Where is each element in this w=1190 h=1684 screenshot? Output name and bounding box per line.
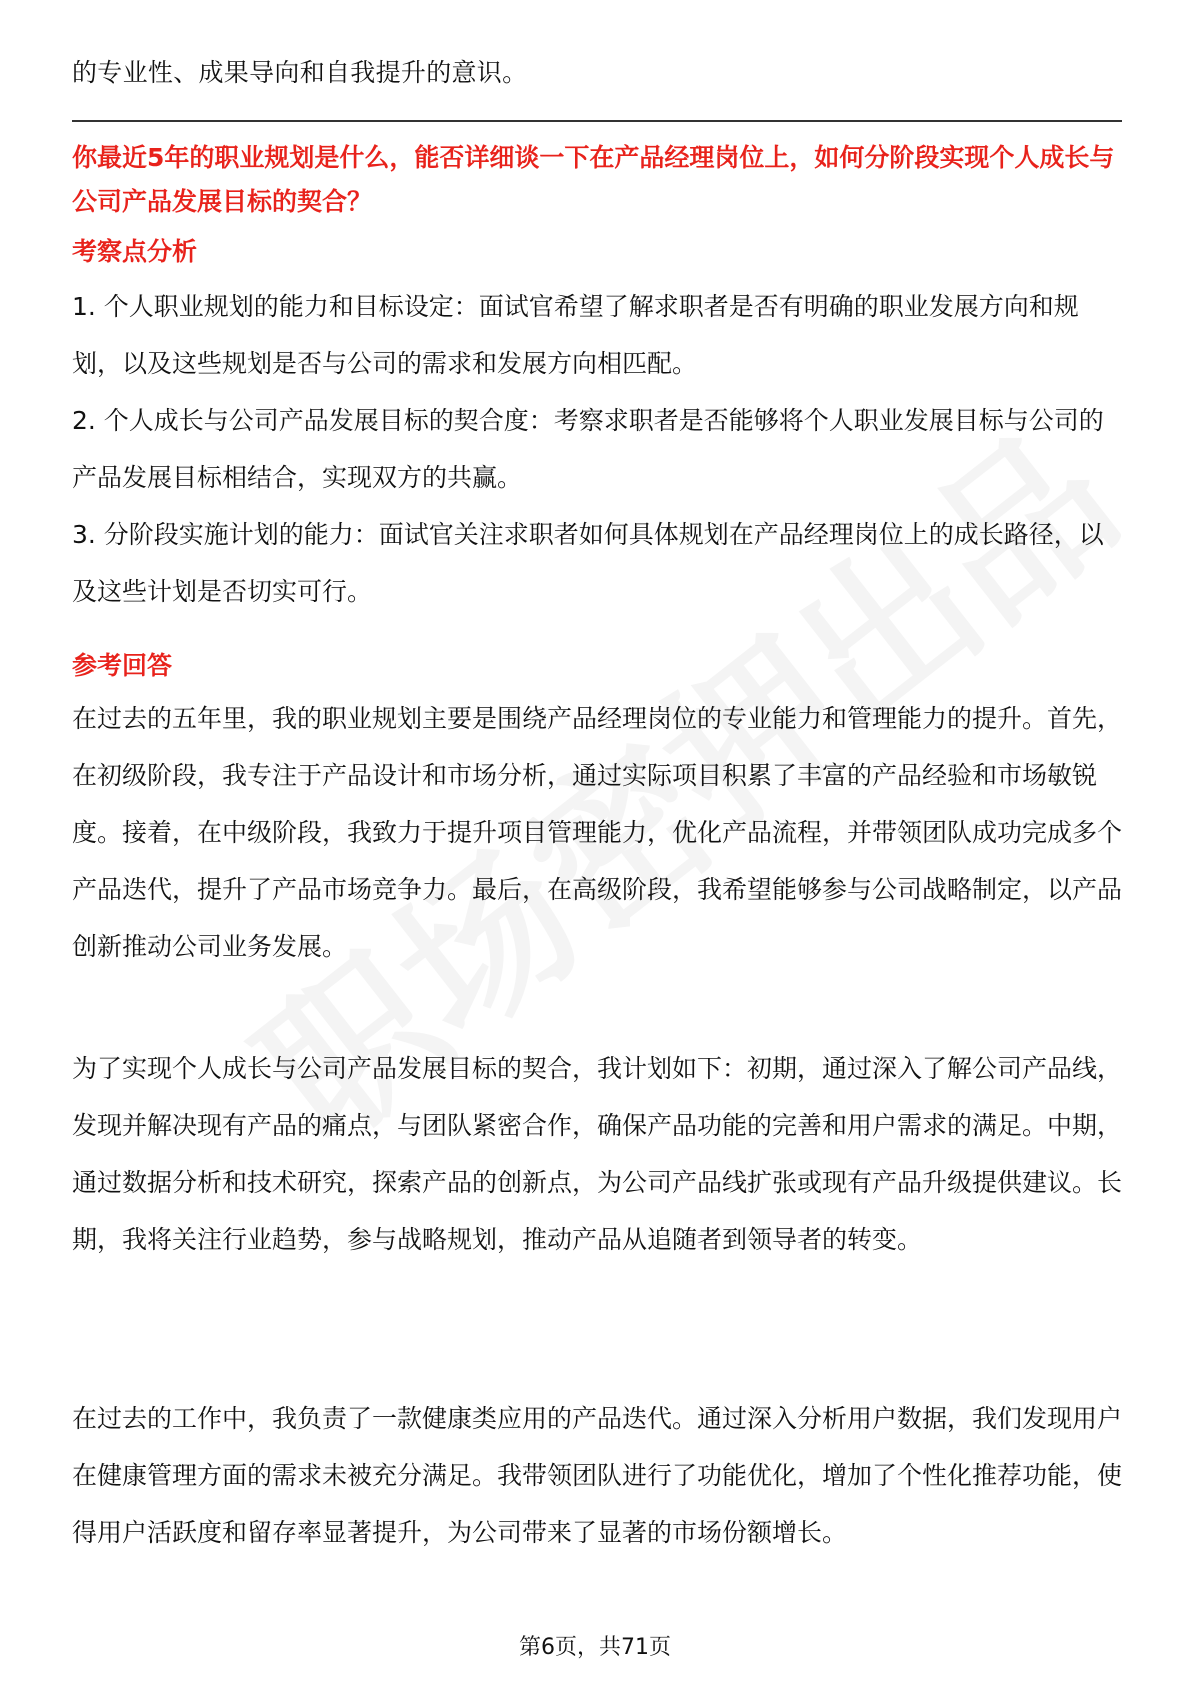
top-continuation-text: 的专业性、成果导向和自我提升的意识。	[72, 58, 528, 87]
analysis-item-3: 3. 分阶段实施计划的能力：面试官关注求职者如何具体规划在产品经理岗位上的成长路径，以及这些计划是否切实可行。	[72, 520, 1104, 606]
answer-heading: 参考回答	[72, 651, 173, 680]
page-footer: 第6页，共71页	[519, 1635, 671, 1660]
answer-paragraph-3: 在过去的工作中，我负责了一款健康类应用的产品迭代。通过深入分析用户数据，我们发现用户在健康管理方面的需求未被充分满足。我带领团队进行了功能优化，增加了个性化推荐功能，使得用户活跃度和留存率显著提升，为公司带来了显著的市场份额增长。	[72, 1404, 1123, 1547]
document-page	[72, 0, 1122, 1684]
analysis-item-1: 1. 个人职业规划的能力和目标设定：面试官希望了解求职者是否有明确的职业发展方向和规划，以及这些规划是否与公司的需求和发展方向相匹配。	[72, 292, 1079, 378]
analysis-list	[72, 278, 1122, 620]
analysis-item-2: 2. 个人成长与公司产品发展目标的契合度：考察求职者是否能够将个人职业发展目标与公司的产品发展目标相结合，实现双方的共赢。	[72, 406, 1104, 492]
question-heading: 你最近5年的职业规划是什么，能否详细谈一下在产品经理岗位上，如何分阶段实现个人成长与公司产品发展目标的契合？	[72, 143, 1115, 216]
answer-paragraph-2: 为了实现个人成长与公司产品发展目标的契合，我计划如下：初期，通过深入了解公司产品线，发现并解决现有产品的痛点，与团队紧密合作，确保产品功能的完善和用户需求的满足。中期，通过数据分析和技术研究，探索产品的创新点，为公司产品线扩张或现有产品升级提供建议。长期，我将关注行业趋势，参与战略规划，推动产品从追随者到领导者的转变。	[72, 1054, 1123, 1254]
answer-paragraph-1: 在过去的五年里，我的职业规划主要是围绕产品经理岗位的专业能力和管理能力的提升。首先，在初级阶段，我专注于产品设计和市场分析，通过实际项目积累了丰富的产品经验和市场敏锐度。接着，在中级阶段，我致力于提升项目管理能力，优化产品流程，并带领团队成功完成多个产品迭代，提升了产品市场竞争力。最后，在高级阶段，我希望能够参与公司战略制定，以产品创新推动公司业务发展。	[72, 704, 1123, 961]
divider-line	[72, 120, 1122, 122]
analysis-heading: 考察点分析	[72, 237, 198, 266]
